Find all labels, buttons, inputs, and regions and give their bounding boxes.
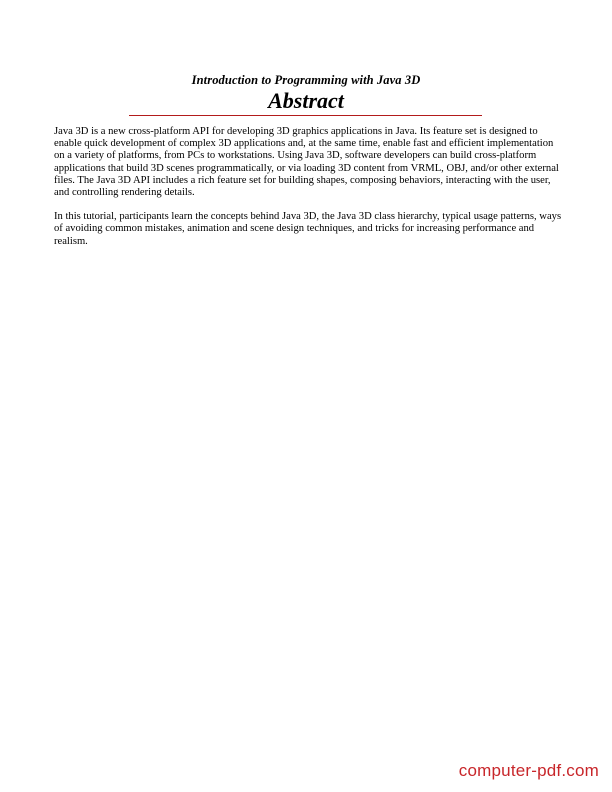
section-heading: Abstract	[268, 88, 344, 113]
abstract-paragraph-2: In this tutorial, participants learn the concepts behind Java 3D, the Java 3D class hierarchy, typical usage patterns, ways of avoiding common mistakes, animation and scene design techniques, and tricks for increasing performance and realism.	[54, 211, 562, 247]
title-underline-rule	[129, 115, 482, 116]
document-title: Introduction to Programming with Java 3D	[191, 73, 421, 87]
abstract-paragraph-1: Java 3D is a new cross-platform API for developing 3D graphics applications in Java. Its feature set is designed to enable quick development of complex 3D applications and, at the same time, enable fast and efficient implementation on a variety of platforms, from PCs to workstations. Using Java 3D, software developers can build cross-platform applications that build 3D scenes programmatically, or via loading 3D content from VRML, OBJ, and/or other external files. The Java 3D API includes a rich feature set for building shapes, composing behaviors, interacting with the user, and controlling rendering details.	[54, 126, 559, 199]
watermark-text: computer-pdf.com	[458, 761, 599, 780]
abstract-body	[54, 126, 564, 260]
document-header	[0, 72, 612, 114]
